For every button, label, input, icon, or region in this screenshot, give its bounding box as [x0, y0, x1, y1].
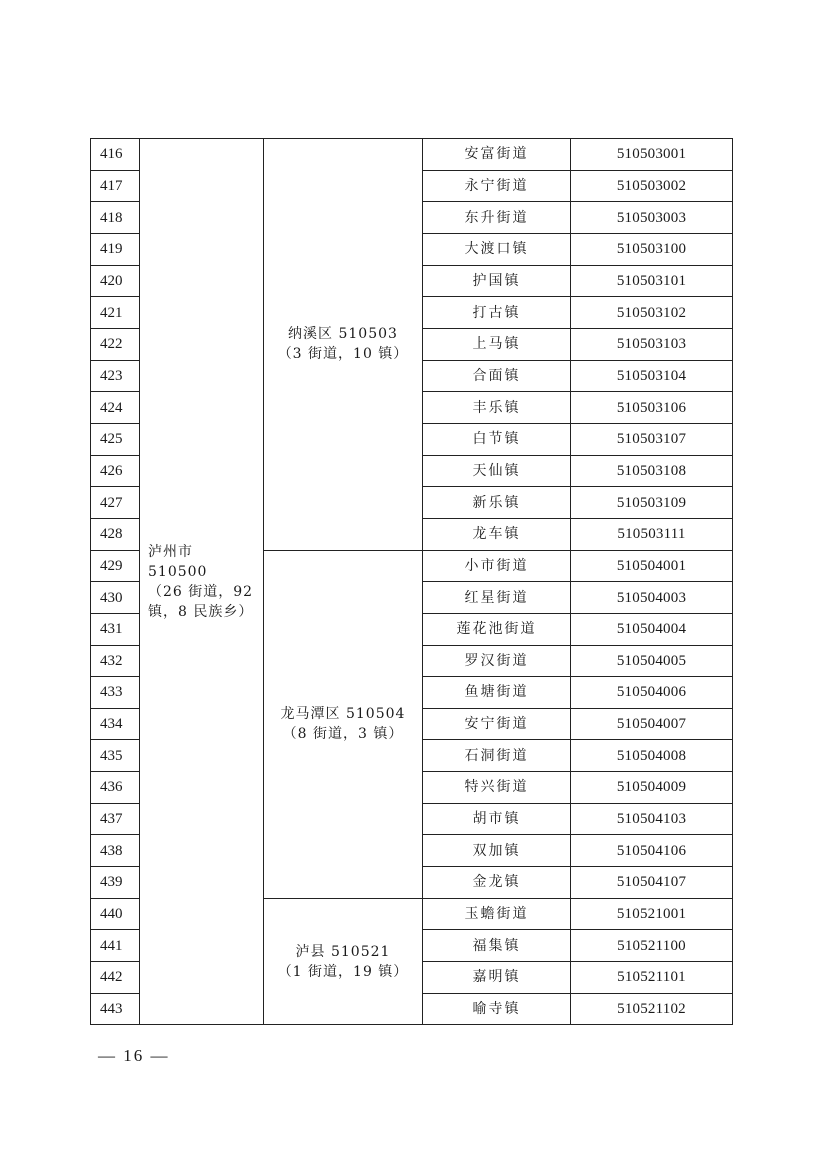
town-name: 罗汉街道: [423, 645, 571, 677]
row-number: 439: [91, 867, 140, 899]
town-name: 石洞街道: [423, 740, 571, 772]
row-number: 425: [91, 423, 140, 455]
town-code: 510504107: [571, 867, 733, 899]
district-name-code: 纳溪区 510503: [288, 326, 398, 343]
row-number: 438: [91, 835, 140, 867]
town-code: 510503107: [571, 423, 733, 455]
row-number: 433: [91, 677, 140, 709]
town-code: 510503003: [571, 202, 733, 234]
town-code: 510504004: [571, 613, 733, 645]
town-name: 红星街道: [423, 582, 571, 614]
town-name: 白节镇: [423, 423, 571, 455]
town-code: 510504003: [571, 582, 733, 614]
town-name: 双加镇: [423, 835, 571, 867]
district-breakdown: （1 街道，19 镇）: [277, 963, 409, 980]
town-code: 510504007: [571, 708, 733, 740]
town-code: 510521001: [571, 898, 733, 930]
row-number: 423: [91, 360, 140, 392]
town-name: 天仙镇: [423, 455, 571, 487]
town-name: 福集镇: [423, 930, 571, 962]
town-name: 喻寺镇: [423, 993, 571, 1025]
town-name: 永宁街道: [423, 170, 571, 202]
district-cell: [264, 550, 423, 898]
row-number: 430: [91, 582, 140, 614]
town-code: 510504009: [571, 772, 733, 804]
row-number: 417: [91, 170, 140, 202]
district-name-code: 泸县 510521: [295, 943, 391, 960]
town-name: 嘉明镇: [423, 962, 571, 994]
town-code: 510503108: [571, 455, 733, 487]
row-number: 428: [91, 518, 140, 550]
page-number: — 16 —: [98, 1046, 170, 1065]
row-number: 422: [91, 328, 140, 360]
town-code: 510503104: [571, 360, 733, 392]
district-cell: [264, 139, 423, 551]
town-code: 510503002: [571, 170, 733, 202]
town-name: 玉蟾街道: [423, 898, 571, 930]
town-name: 护国镇: [423, 265, 571, 297]
town-name: 上马镇: [423, 328, 571, 360]
town-code: 510503106: [571, 392, 733, 424]
row-number: 431: [91, 613, 140, 645]
row-number: 434: [91, 708, 140, 740]
row-number: 421: [91, 297, 140, 329]
city-breakdown: （26 街道，92 镇，8 民族乡）: [148, 583, 254, 620]
town-code: 510503109: [571, 487, 733, 519]
town-code: 510504005: [571, 645, 733, 677]
town-code: 510504006: [571, 677, 733, 709]
row-number: 437: [91, 803, 140, 835]
town-name: 东升街道: [423, 202, 571, 234]
city-cell: [140, 139, 264, 1025]
town-code: 510504008: [571, 740, 733, 772]
town-code: 510503001: [571, 139, 733, 171]
table-row: [91, 139, 733, 171]
row-number: 435: [91, 740, 140, 772]
district-cell: [264, 898, 423, 1025]
town-name: 大渡口镇: [423, 233, 571, 265]
town-name: 合面镇: [423, 360, 571, 392]
district-breakdown: （3 街道，10 镇）: [277, 346, 409, 363]
town-code: 510503111: [571, 518, 733, 550]
town-name: 特兴街道: [423, 772, 571, 804]
row-number: 419: [91, 233, 140, 265]
division-code-table: [90, 138, 733, 1025]
row-number: 426: [91, 455, 140, 487]
town-code: 510503103: [571, 328, 733, 360]
row-number: 429: [91, 550, 140, 582]
district-breakdown: （8 街道，3 镇）: [282, 726, 404, 743]
row-number: 443: [91, 993, 140, 1025]
town-name: 新乐镇: [423, 487, 571, 519]
town-code: 510503100: [571, 233, 733, 265]
town-name: 打古镇: [423, 297, 571, 329]
city-name-code: 泸州市 510500: [148, 543, 208, 580]
town-code: 510503101: [571, 265, 733, 297]
row-number: 436: [91, 772, 140, 804]
town-name: 安宁街道: [423, 708, 571, 740]
town-name: 小市街道: [423, 550, 571, 582]
town-name: 胡市镇: [423, 803, 571, 835]
town-name: 莲花池街道: [423, 613, 571, 645]
town-code: 510521102: [571, 993, 733, 1025]
town-name: 鱼塘街道: [423, 677, 571, 709]
town-code: 510503102: [571, 297, 733, 329]
town-name: 金龙镇: [423, 867, 571, 899]
town-code: 510504106: [571, 835, 733, 867]
row-number: 440: [91, 898, 140, 930]
town-code: 510521101: [571, 962, 733, 994]
town-name: 龙车镇: [423, 518, 571, 550]
row-number: 442: [91, 962, 140, 994]
town-code: 510521100: [571, 930, 733, 962]
town-name: 丰乐镇: [423, 392, 571, 424]
district-name-code: 龙马潭区 510504: [280, 706, 406, 723]
row-number: 424: [91, 392, 140, 424]
town-code: 510504103: [571, 803, 733, 835]
row-number: 416: [91, 139, 140, 171]
town-code: 510504001: [571, 550, 733, 582]
town-name: 安富街道: [423, 139, 571, 171]
table-body: [91, 139, 733, 1025]
row-number: 441: [91, 930, 140, 962]
row-number: 427: [91, 487, 140, 519]
row-number: 420: [91, 265, 140, 297]
row-number: 432: [91, 645, 140, 677]
row-number: 418: [91, 202, 140, 234]
